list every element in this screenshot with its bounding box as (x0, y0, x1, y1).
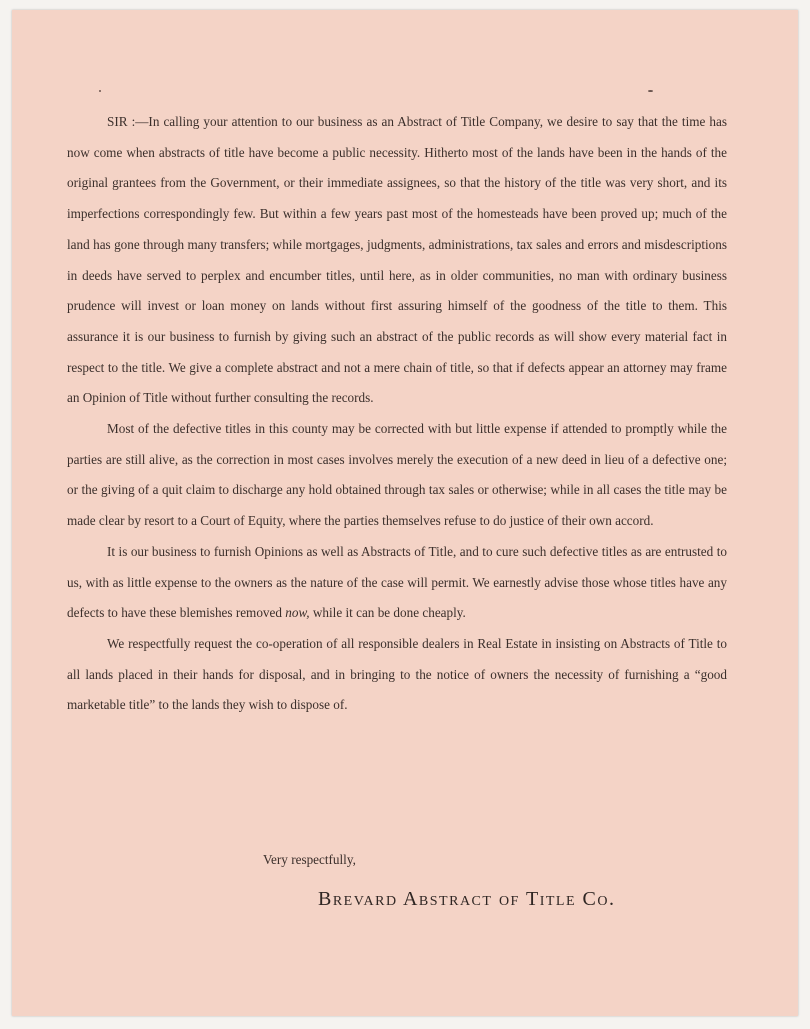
faded-letterhead (62, 34, 762, 74)
closing-line: Very respectfully, (263, 852, 356, 867)
letter-body (67, 107, 727, 721)
paragraph-4: We respectfully request the co-operation of all responsible dealers in Real Estate in insisting on Abstracts of Title to all lands placed in their hands for disposal, and in bringing to the notice of owners the necessity of furnishing a “good marketable title” to the lands they wish to dispose of. (67, 635, 727, 713)
paragraph-2: Most of the defective titles in this county may be corrected with but little expense if attended to promptly while the parties are still alive, as the correction in most cases involves merely the execution of a new deed in lieu of a defective one; or the giving of a quit claim to discharge any hold obtained through tax sales or otherwise; while in all cases the title may be made clear by resort to a Court of Equity, where the parties themselves refuse to do justice of their own accord. (67, 421, 727, 529)
paragraph-3-end: while it can be done cheaply. (309, 605, 466, 621)
ink-speck (99, 90, 101, 92)
paragraph-3 (67, 537, 727, 629)
company-signature: Brevard Abstract of Title Co. (318, 888, 616, 910)
ink-speck (648, 90, 653, 92)
paragraph-1: SIR :—In calling your attention to our business as an Abstract of Title Company, we desire to say that the time has now come when abstracts of title have become a public necessity. Hitherto most of the lands have been in the hands of the original grantees from the Government, or their immediate assignees, so that the history of the title was very short, and its imperfections correspondingly few. But within a few years past most of the homesteads have been proved up; much of the land has gone through many transfers; while mortgages, judgments, administrations, tax sales and errors and misdescriptions in deeds have served to perplex and encumber titles, until here, as in older communities, no man with ordinary business prudence will invest or loan money on lands without first assuring himself of the goodness of the title to them. This assurance it is our business to furnish by giving such an abstract of the public records as will show every material fact in respect to the title. We give a complete abstract and not a mere chain of title, so that if defects appear an attorney may frame an Opinion of Title without further consulting the records. (67, 114, 727, 406)
paragraph-3-emphasis: now, (285, 605, 310, 621)
paragraph-3-text: It is our business to furnish Opinions as well as Abstracts of Title, and to cure such defective titles as are entrusted to us, with as little expense to the owners as the nature of the case will permit. We earnestly advise those whose titles have any defects to have these blemishes removed (67, 543, 727, 621)
